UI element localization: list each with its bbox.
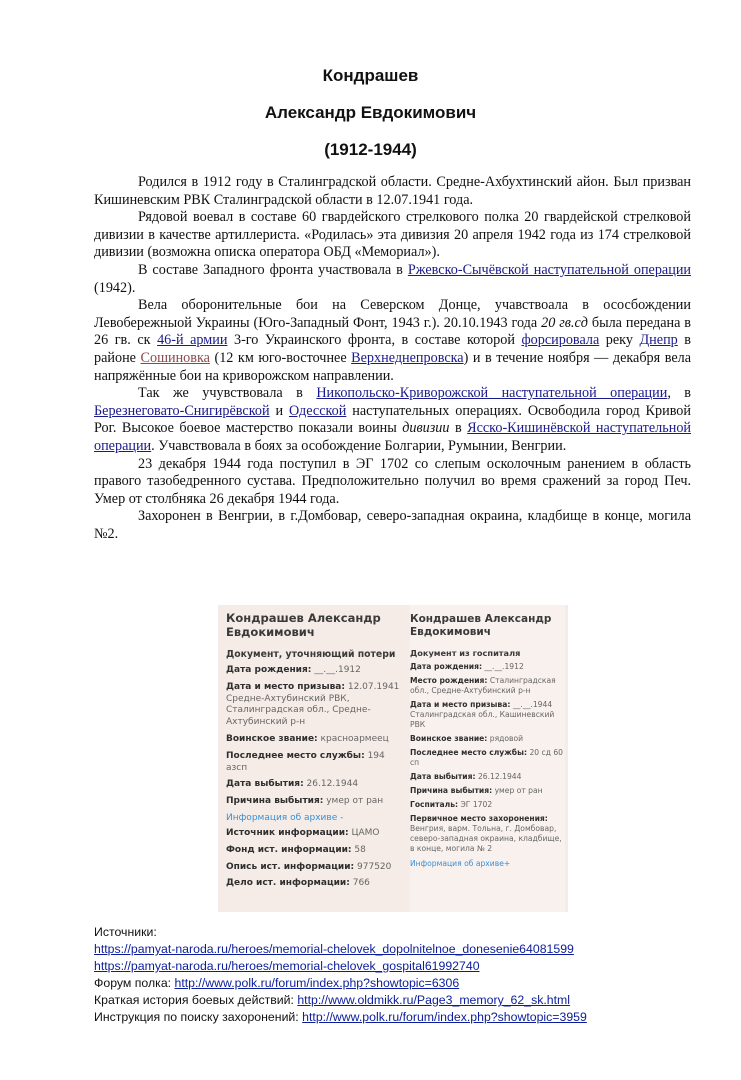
- record-field-value: __.__.1944 Сталинградская обл., Кашиневский РВК: [410, 700, 555, 729]
- record-field-label: Источник информации:: [226, 827, 349, 838]
- record-person-name: Кондрашев Александр Евдокимович: [410, 613, 552, 638]
- bio-paragraph-operations: [94, 385, 691, 455]
- record-hospital-document: [410, 605, 565, 912]
- link-soshinovka[interactable]: Сошиновка: [140, 349, 210, 366]
- instruction-label: Инструкция по поиску захоронений:: [94, 1010, 303, 1024]
- text-segment: 3-го Украинского фронта, в составе которой: [227, 332, 522, 349]
- source-link-additional-report[interactable]: https://pamyat-naroda.ru/heroes/memorial-chelovek_dopolnitelnoe_donesenie64081599: [94, 942, 574, 956]
- text-segment: наступательных операциях. Освободила город Кривой Рог. Высокое боевое мастерство показали воины: [94, 402, 691, 437]
- record-field: [226, 796, 402, 808]
- bio-paragraph-burial: Захоронен в Венгрии, в г.Домбовар, северо-западная окраина, кладбище в конце, могила №2.: [94, 508, 691, 542]
- record-field-value: умер от ран: [494, 786, 543, 795]
- record-field: [410, 662, 565, 672]
- record-field: [226, 878, 402, 890]
- link-bereznegovato-operation[interactable]: Березнеговато-Снигирёвской: [94, 402, 270, 419]
- history-link[interactable]: http://www.oldmikk.ru/Page3_memory_62_sk.html: [297, 993, 571, 1007]
- record-field: [226, 845, 402, 857]
- record-field-value: 977520: [357, 861, 392, 872]
- record-field-value: 20 сд 60 сп: [410, 748, 564, 767]
- bio-paragraph-birth: Родился в 1912 году в Сталинградской области. Средне-Ахбухтинский айон. Был призван Кишиневским РВК Сталинградской области в 12.07.1941 года.: [94, 174, 691, 208]
- record-field-value: рядовой: [489, 734, 524, 743]
- record-field-value: 58: [354, 844, 366, 855]
- link-nikopol-operation[interactable]: Никопольско-Криворожской наступательной операции: [316, 385, 668, 402]
- person-given-names: Александр Евдокимович: [264, 103, 477, 122]
- record-field-label: Дата выбытия:: [226, 779, 304, 790]
- record-archive-fields: [226, 828, 402, 890]
- link-verkhnedneprovsk[interactable]: Верхнеднепровска: [351, 349, 464, 366]
- text-segment: в районе: [94, 332, 692, 366]
- record-field-label: Последнее место службы:: [410, 748, 528, 757]
- record-field-label: Воинское звание:: [410, 734, 488, 743]
- forum-label: Форум полка:: [94, 976, 175, 990]
- record-field: [226, 828, 402, 840]
- record-field: [410, 676, 565, 696]
- forum-link[interactable]: http://www.polk.ru/forum/index.php?showtopic=6306: [174, 976, 460, 990]
- record-field-value: умер от ран: [326, 796, 384, 807]
- sources-heading: Источники:: [94, 925, 157, 939]
- record-field-value: __.__.1912: [484, 662, 524, 671]
- record-field-value: ЭГ 1702: [460, 800, 493, 809]
- biography: [94, 174, 691, 543]
- text-segment: . Учавствовала в боях за особождение Болгарии, Румынии, Венгрии.: [151, 437, 567, 454]
- text-segment: В составе Западного фронта участвовала в: [138, 261, 408, 278]
- text-segment: ) и в течение ноября — декабря вела напряжённые бои на криворожском направлении.: [94, 349, 692, 384]
- record-document-type: Документ из госпиталя: [410, 648, 521, 658]
- person-years: (1912-1944): [324, 140, 417, 159]
- record-field-label: Дата и место призыва:: [226, 681, 345, 692]
- history-label: Краткая история боевых действий:: [94, 993, 298, 1007]
- text-segment: была передана в 26 гв. ск: [94, 314, 692, 349]
- bio-paragraph-death: 23 декабря 1944 года поступил в ЭГ 1702 со слепым осколочным ранением в область правого тазобедренного сустава. Предположительно получил во время сражений за город Печ. Умер от столбняка 26 декабря 1944 года.: [94, 455, 691, 507]
- record-field: [226, 665, 402, 677]
- bio-paragraph-service: Рядовой воевал в составе 60 гвардейского стрелкового полка 20 гвардейской стрелковой дивизии в качестве артиллериста. «Родилась» эта дивизия 20 апреля 1942 года из 174 стрелковой дивизии (возможна описка оператора ОБД «Мемориал»).: [94, 209, 691, 261]
- record-field-label: Дата выбытия:: [410, 772, 476, 781]
- text-segment: Вела оборонительные бои на Северском Донце, учавствоала в ососбождении Левобережныой Украины (Юго-Западный Фонт, 1943 г.). 20.10.1943 года: [94, 297, 691, 331]
- sources-section: [94, 924, 714, 1026]
- record-person-name: Кондрашев Александр Евдокимович: [226, 611, 381, 639]
- record-field-label: Дата и место призыва:: [410, 700, 511, 709]
- record-field: [410, 800, 565, 810]
- link-rzhev-operation[interactable]: Ржевско-Сычёвской наступательной операции: [407, 261, 691, 278]
- record-field-label: Последнее место службы:: [226, 750, 365, 761]
- person-surname: Кондрашев: [322, 66, 419, 85]
- record-field-value: Сталинградская обл., Средне-Ахтубинский р-н: [410, 676, 556, 695]
- text-segment: реку: [599, 332, 640, 349]
- record-field-label: Дата рождения:: [226, 665, 312, 675]
- record-field-value: 26.12.1944: [306, 779, 359, 790]
- record-field: [410, 700, 565, 730]
- record-field-label: Причина выбытия:: [226, 796, 324, 807]
- record-field: [410, 748, 565, 768]
- bio-paragraph-western-front: [94, 262, 691, 297]
- link-odessa-operation[interactable]: Одесской: [288, 402, 347, 419]
- record-field: [410, 786, 565, 796]
- text-italic: 20 гв.сд: [541, 314, 588, 331]
- link-forced[interactable]: форсировала: [521, 332, 600, 349]
- source-link-hospital[interactable]: https://pamyat-naroda.ru/heroes/memorial-chelovek_gospital61992740: [94, 959, 480, 973]
- archive-info-toggle[interactable]: Информация об архиве+: [410, 859, 511, 868]
- record-field-label: Опись ист. информации:: [226, 861, 355, 872]
- instruction-link[interactable]: http://www.polk.ru/forum/index.php?showtopic=3959: [302, 1010, 587, 1024]
- record-field: [410, 814, 565, 854]
- record-card: [218, 605, 568, 912]
- record-field-value: 766: [352, 878, 370, 889]
- text-segment: , в: [667, 385, 691, 402]
- record-field-value: 26.12.1944: [477, 772, 522, 781]
- record-field-value: 12.07.1941 Средне-Ахтубинский РВК, Сталинградская обл., Средне-Ахтубинский р-н: [226, 681, 400, 728]
- record-field-label: Место рождения:: [410, 676, 488, 685]
- record-field-label: Первичное место захоронения:: [410, 814, 548, 823]
- record-field-label: Воинское звание:: [226, 733, 318, 744]
- link-iasi-kishinev-operation[interactable]: Ясско-Кишинёвской наступательной операции: [94, 420, 692, 454]
- text-segment: Так же учувствовала в: [138, 385, 317, 402]
- record-field: [226, 682, 402, 729]
- record-field-value: 194 азсп: [226, 750, 385, 773]
- text-segment: и: [269, 402, 289, 419]
- record-field: [410, 734, 565, 744]
- record-field: [410, 772, 565, 782]
- record-field-label: Госпиталь:: [410, 800, 459, 809]
- record-field: [226, 734, 402, 746]
- record-field-value: ЦАМО: [351, 827, 380, 838]
- record-loss-document: [226, 605, 402, 890]
- record-field-label: Причина выбытия:: [410, 786, 493, 795]
- link-dnieper[interactable]: Днепр: [639, 332, 678, 349]
- record-document-type: Документ, уточняющий потери: [226, 649, 396, 660]
- record-field: [226, 751, 402, 775]
- record-field-value: красноармеец: [320, 733, 389, 744]
- bio-paragraph-dnieper: [94, 297, 691, 385]
- text-segment: (1942).: [94, 279, 136, 296]
- record-fields: [410, 662, 565, 854]
- record-field-label: Дата рождения:: [410, 662, 483, 671]
- archive-info-toggle[interactable]: Информация об архиве -: [226, 812, 344, 823]
- record-field-value: Венгрия, варм. Тольна, г. Домбовар, северо-западная окраина, кладбище, в конце, могила № 2: [410, 824, 562, 853]
- text-segment: (12 км юго-восточнее: [209, 349, 352, 366]
- text-segment: в: [449, 420, 468, 437]
- record-field: [226, 779, 402, 791]
- record-field-label: Фонд ист. информации:: [226, 844, 352, 855]
- link-46-army[interactable]: 46-й армии: [157, 332, 228, 349]
- text-italic: дивизии: [402, 420, 450, 437]
- record-field: [226, 862, 402, 874]
- record-field-value: __.__.1912: [314, 665, 361, 675]
- record-fields: [226, 665, 402, 808]
- record-field-label: Дело ист. информации:: [226, 878, 350, 889]
